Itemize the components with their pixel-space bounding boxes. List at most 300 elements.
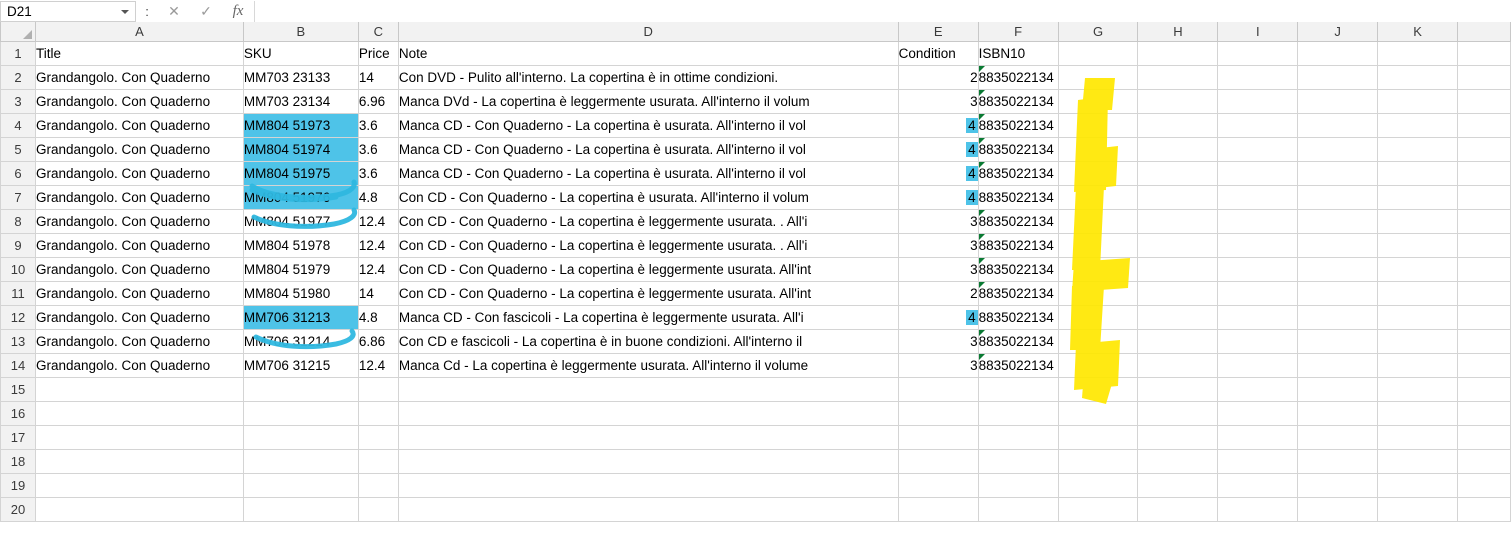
cell-f15[interactable] bbox=[978, 377, 1058, 401]
worksheet-grid[interactable] bbox=[0, 22, 1511, 541]
column-header-g[interactable]: G bbox=[1058, 22, 1138, 41]
cell-f3-text: 8835022134 bbox=[978, 93, 1054, 109]
cell-a3[interactable]: Grandangolo. Con Quaderno bbox=[35, 89, 243, 113]
cell-c18[interactable] bbox=[358, 449, 398, 473]
cell-j8[interactable] bbox=[1298, 209, 1378, 233]
table-row bbox=[1, 401, 1511, 425]
cell-b8[interactable]: MM804 51977 bbox=[243, 209, 358, 233]
column-header-h[interactable]: H bbox=[1138, 22, 1218, 41]
cell-f11[interactable] bbox=[978, 281, 1058, 305]
cell-b3[interactable]: MM703 23134 bbox=[243, 89, 358, 113]
cell-e1[interactable]: Condition bbox=[898, 41, 978, 65]
cell-f13-text: 8835022134 bbox=[978, 333, 1054, 349]
cell-f10-text: 8835022134 bbox=[978, 261, 1054, 277]
cell-e2[interactable]: 2 bbox=[898, 65, 978, 89]
cell-g13[interactable] bbox=[1058, 329, 1138, 353]
table-row bbox=[1, 137, 1511, 161]
column-header-a[interactable]: A bbox=[35, 22, 243, 41]
cell-j15[interactable] bbox=[1298, 377, 1378, 401]
cell-e14[interactable]: 3 bbox=[898, 353, 978, 377]
row-header-16[interactable]: 16 bbox=[1, 401, 36, 425]
cell-a6[interactable]: Grandangolo. Con Quaderno bbox=[35, 161, 243, 185]
cell-c19[interactable] bbox=[358, 473, 398, 497]
cell-i20[interactable] bbox=[1218, 497, 1298, 521]
cell-a18[interactable] bbox=[35, 449, 243, 473]
cell-k20[interactable] bbox=[1378, 497, 1458, 521]
column-header-c[interactable]: C bbox=[358, 22, 398, 41]
cell-d14[interactable]: Manca Cd - La copertina è leggermente usurata. All'interno il volume bbox=[398, 353, 898, 377]
cell-j19[interactable] bbox=[1298, 473, 1378, 497]
cell-e6[interactable] bbox=[898, 161, 978, 185]
comment-marker-icon bbox=[979, 258, 985, 264]
cell-i2[interactable] bbox=[1218, 65, 1298, 89]
cell-d1[interactable]: Note bbox=[398, 41, 898, 65]
cell-overflow-5 bbox=[1457, 137, 1510, 161]
cell-h19[interactable] bbox=[1138, 473, 1218, 497]
table-row bbox=[1, 209, 1511, 233]
cell-i19[interactable] bbox=[1218, 473, 1298, 497]
cell-c13[interactable]: 6.86 bbox=[358, 329, 398, 353]
cell-a11[interactable]: Grandangolo. Con Quaderno bbox=[35, 281, 243, 305]
cell-k17[interactable] bbox=[1378, 425, 1458, 449]
cell-a7[interactable]: Grandangolo. Con Quaderno bbox=[35, 185, 243, 209]
cell-d11[interactable]: Con CD - Con Quaderno - La copertina è leggermente usurata. All'int bbox=[398, 281, 898, 305]
row-header-11[interactable]: 11 bbox=[1, 281, 36, 305]
cell-overflow-10 bbox=[1457, 257, 1510, 281]
cell-f9[interactable] bbox=[978, 233, 1058, 257]
cell-h15[interactable] bbox=[1138, 377, 1218, 401]
cell-i16[interactable] bbox=[1218, 401, 1298, 425]
row-header-7[interactable]: 7 bbox=[1, 185, 36, 209]
column-header-i[interactable]: I bbox=[1218, 22, 1298, 41]
cell-h4[interactable] bbox=[1138, 113, 1218, 137]
table-row bbox=[1, 65, 1511, 89]
cell-k11[interactable] bbox=[1378, 281, 1458, 305]
cell-e13[interactable]: 3 bbox=[898, 329, 978, 353]
cell-d5[interactable]: Manca CD - Con Quaderno - La copertina è usurata. All'interno il vol bbox=[398, 137, 898, 161]
comment-marker-icon bbox=[979, 114, 985, 120]
cell-overflow-15 bbox=[1457, 377, 1510, 401]
row-header-1[interactable]: 1 bbox=[1, 41, 36, 65]
cell-c9[interactable]: 12.4 bbox=[358, 233, 398, 257]
cell-h1[interactable] bbox=[1138, 41, 1218, 65]
cell-h9[interactable] bbox=[1138, 233, 1218, 257]
cell-e18[interactable] bbox=[898, 449, 978, 473]
cell-g1[interactable] bbox=[1058, 41, 1138, 65]
cell-h12[interactable] bbox=[1138, 305, 1218, 329]
cell-i11[interactable] bbox=[1218, 281, 1298, 305]
row-header-18[interactable]: 18 bbox=[1, 449, 36, 473]
cell-a15[interactable] bbox=[35, 377, 243, 401]
cell-c7[interactable]: 4.8 bbox=[358, 185, 398, 209]
cell-f17[interactable] bbox=[978, 425, 1058, 449]
comment-marker-icon bbox=[979, 138, 985, 144]
cell-d3[interactable]: Manca DVd - La copertina è leggermente usurata. All'interno il volum bbox=[398, 89, 898, 113]
cell-i7[interactable] bbox=[1218, 185, 1298, 209]
cell-b9[interactable]: MM804 51978 bbox=[243, 233, 358, 257]
cell-k15[interactable] bbox=[1378, 377, 1458, 401]
column-header-overflow bbox=[1457, 22, 1510, 41]
cell-f16[interactable] bbox=[978, 401, 1058, 425]
cell-g5[interactable] bbox=[1058, 137, 1138, 161]
cell-e19[interactable] bbox=[898, 473, 978, 497]
cell-k16[interactable] bbox=[1378, 401, 1458, 425]
cell-i10[interactable] bbox=[1218, 257, 1298, 281]
cell-c8[interactable]: 12.4 bbox=[358, 209, 398, 233]
cell-i3[interactable] bbox=[1218, 89, 1298, 113]
cell-k10[interactable] bbox=[1378, 257, 1458, 281]
select-all-triangle-icon bbox=[23, 30, 32, 39]
comment-marker-icon bbox=[979, 330, 985, 336]
cell-e11[interactable]: 2 bbox=[898, 281, 978, 305]
cell-f6[interactable] bbox=[978, 161, 1058, 185]
row-header-2[interactable]: 2 bbox=[1, 65, 36, 89]
cell-g3[interactable] bbox=[1058, 89, 1138, 113]
table-row bbox=[1, 41, 1511, 65]
cell-h6[interactable] bbox=[1138, 161, 1218, 185]
cell-f1[interactable]: ISBN10 bbox=[978, 41, 1058, 65]
cell-g2[interactable] bbox=[1058, 65, 1138, 89]
cell-b4[interactable]: MM804 51973 bbox=[243, 113, 358, 137]
cell-d16[interactable] bbox=[398, 401, 898, 425]
condition-highlight: 4 bbox=[968, 117, 976, 133]
row-header-3[interactable]: 3 bbox=[1, 89, 36, 113]
cell-k2[interactable] bbox=[1378, 65, 1458, 89]
cell-k12[interactable] bbox=[1378, 305, 1458, 329]
row-header-5[interactable]: 5 bbox=[1, 137, 36, 161]
cell-d17[interactable] bbox=[398, 425, 898, 449]
cell-f9-text: 8835022134 bbox=[978, 237, 1054, 253]
cell-d10[interactable]: Con CD - Con Quaderno - La copertina è leggermente usurata. All'int bbox=[398, 257, 898, 281]
cell-j7[interactable] bbox=[1298, 185, 1378, 209]
cell-j9[interactable] bbox=[1298, 233, 1378, 257]
cell-i17[interactable] bbox=[1218, 425, 1298, 449]
cell-j20[interactable] bbox=[1298, 497, 1378, 521]
cell-g11[interactable] bbox=[1058, 281, 1138, 305]
cell-b11[interactable]: MM804 51980 bbox=[243, 281, 358, 305]
comment-marker-icon bbox=[979, 210, 985, 216]
cell-d20[interactable] bbox=[398, 497, 898, 521]
cell-f13[interactable] bbox=[978, 329, 1058, 353]
row-header-8[interactable]: 8 bbox=[1, 209, 36, 233]
cell-k5[interactable] bbox=[1378, 137, 1458, 161]
cell-d12[interactable]: Manca CD - Con fascicoli - La copertina è leggermente usurata. All'i bbox=[398, 305, 898, 329]
cell-c5[interactable]: 3.6 bbox=[358, 137, 398, 161]
cell-e4[interactable] bbox=[898, 113, 978, 137]
cell-c17[interactable] bbox=[358, 425, 398, 449]
condition-highlight: 4 bbox=[968, 141, 976, 157]
name-box[interactable] bbox=[0, 1, 136, 22]
cell-h17[interactable] bbox=[1138, 425, 1218, 449]
cell-d8[interactable]: Con CD - Con Quaderno - La copertina è leggermente usurata. . All'i bbox=[398, 209, 898, 233]
cell-a10[interactable]: Grandangolo. Con Quaderno bbox=[35, 257, 243, 281]
cell-b14[interactable]: MM706 31215 bbox=[243, 353, 358, 377]
cell-k1[interactable] bbox=[1378, 41, 1458, 65]
cell-g20[interactable] bbox=[1058, 497, 1138, 521]
cell-g12[interactable] bbox=[1058, 305, 1138, 329]
cell-g15[interactable] bbox=[1058, 377, 1138, 401]
cell-overflow-9 bbox=[1457, 233, 1510, 257]
cell-b6[interactable]: MM804 51975 bbox=[243, 161, 358, 185]
table-row bbox=[1, 449, 1511, 473]
cell-h18[interactable] bbox=[1138, 449, 1218, 473]
cell-d2[interactable]: Con DVD - Pulito all'interno. La copertina è in ottime condizioni. bbox=[398, 65, 898, 89]
cell-h20[interactable] bbox=[1138, 497, 1218, 521]
cell-overflow-3 bbox=[1457, 89, 1510, 113]
cell-a12[interactable]: Grandangolo. Con Quaderno bbox=[35, 305, 243, 329]
cell-b5[interactable]: MM804 51974 bbox=[243, 137, 358, 161]
row-header-14[interactable]: 14 bbox=[1, 353, 36, 377]
cell-g18[interactable] bbox=[1058, 449, 1138, 473]
cell-f8[interactable] bbox=[978, 209, 1058, 233]
cell-i1[interactable] bbox=[1218, 41, 1298, 65]
cell-overflow-20 bbox=[1457, 497, 1510, 521]
cell-g17[interactable] bbox=[1058, 425, 1138, 449]
cell-j11[interactable] bbox=[1298, 281, 1378, 305]
cell-e3[interactable]: 3 bbox=[898, 89, 978, 113]
cell-h8[interactable] bbox=[1138, 209, 1218, 233]
cell-b12[interactable]: MM706 31213 bbox=[243, 305, 358, 329]
cell-b2[interactable]: MM703 23133 bbox=[243, 65, 358, 89]
cell-f5[interactable] bbox=[978, 137, 1058, 161]
cell-g10[interactable] bbox=[1058, 257, 1138, 281]
cell-i8[interactable] bbox=[1218, 209, 1298, 233]
formula-input[interactable] bbox=[254, 1, 1511, 22]
row-header-6[interactable]: 6 bbox=[1, 161, 36, 185]
row-header-20[interactable]: 20 bbox=[1, 497, 36, 521]
cell-j5[interactable] bbox=[1298, 137, 1378, 161]
cell-k6[interactable] bbox=[1378, 161, 1458, 185]
cell-h16[interactable] bbox=[1138, 401, 1218, 425]
cell-h3[interactable] bbox=[1138, 89, 1218, 113]
cell-k3[interactable] bbox=[1378, 89, 1458, 113]
cell-a19[interactable] bbox=[35, 473, 243, 497]
row-header-10[interactable]: 10 bbox=[1, 257, 36, 281]
cell-c20[interactable] bbox=[358, 497, 398, 521]
cell-b18[interactable] bbox=[243, 449, 358, 473]
cell-i18[interactable] bbox=[1218, 449, 1298, 473]
cell-b1[interactable]: SKU bbox=[243, 41, 358, 65]
column-header-d[interactable]: D bbox=[398, 22, 898, 41]
table-row bbox=[1, 425, 1511, 449]
select-all-button[interactable] bbox=[1, 22, 36, 41]
cell-a8[interactable]: Grandangolo. Con Quaderno bbox=[35, 209, 243, 233]
cell-g8[interactable] bbox=[1058, 209, 1138, 233]
cell-a5[interactable]: Grandangolo. Con Quaderno bbox=[35, 137, 243, 161]
cell-d15[interactable] bbox=[398, 377, 898, 401]
cell-g4[interactable] bbox=[1058, 113, 1138, 137]
cell-f2[interactable] bbox=[978, 65, 1058, 89]
cell-d7[interactable]: Con CD - Con Quaderno - La copertina è usurata. All'interno il volum bbox=[398, 185, 898, 209]
cell-b13[interactable]: MM706 31214 bbox=[243, 329, 358, 353]
condition-highlight: 4 bbox=[968, 165, 976, 181]
cell-d18[interactable] bbox=[398, 449, 898, 473]
table-row bbox=[1, 305, 1511, 329]
cell-f4[interactable] bbox=[978, 113, 1058, 137]
column-header-j[interactable]: J bbox=[1298, 22, 1378, 41]
cell-overflow-2 bbox=[1457, 65, 1510, 89]
cell-h13[interactable] bbox=[1138, 329, 1218, 353]
column-header-k[interactable]: K bbox=[1378, 22, 1458, 41]
row-header-9[interactable]: 9 bbox=[1, 233, 36, 257]
cancel-icon[interactable]: ✕ bbox=[168, 2, 180, 19]
cell-e7[interactable] bbox=[898, 185, 978, 209]
cell-k9[interactable] bbox=[1378, 233, 1458, 257]
cell-f14[interactable] bbox=[978, 353, 1058, 377]
table-row bbox=[1, 377, 1511, 401]
cell-f20[interactable] bbox=[978, 497, 1058, 521]
cell-k13[interactable] bbox=[1378, 329, 1458, 353]
cell-g7[interactable] bbox=[1058, 185, 1138, 209]
cell-f10[interactable] bbox=[978, 257, 1058, 281]
table-row bbox=[1, 281, 1511, 305]
cell-h11[interactable] bbox=[1138, 281, 1218, 305]
cell-h2[interactable] bbox=[1138, 65, 1218, 89]
cell-f19[interactable] bbox=[978, 473, 1058, 497]
cell-g6[interactable] bbox=[1058, 161, 1138, 185]
cell-k4[interactable] bbox=[1378, 113, 1458, 137]
cell-k14[interactable] bbox=[1378, 353, 1458, 377]
name-box-value: D21 bbox=[7, 3, 32, 19]
cell-e16[interactable] bbox=[898, 401, 978, 425]
comment-marker-icon bbox=[979, 282, 985, 288]
cell-i14[interactable] bbox=[1218, 353, 1298, 377]
cell-b7[interactable]: MM804 51976 bbox=[243, 185, 358, 209]
cell-g14[interactable] bbox=[1058, 353, 1138, 377]
cell-j3[interactable] bbox=[1298, 89, 1378, 113]
cell-d4[interactable]: Manca CD - Con Quaderno - La copertina è usurata. All'interno il vol bbox=[398, 113, 898, 137]
cell-j12[interactable] bbox=[1298, 305, 1378, 329]
cell-b17[interactable] bbox=[243, 425, 358, 449]
cell-h5[interactable] bbox=[1138, 137, 1218, 161]
cell-a13[interactable]: Grandangolo. Con Quaderno bbox=[35, 329, 243, 353]
cell-k7[interactable] bbox=[1378, 185, 1458, 209]
chevron-down-icon[interactable] bbox=[121, 10, 129, 14]
cell-f18[interactable] bbox=[978, 449, 1058, 473]
row-header-19[interactable]: 19 bbox=[1, 473, 36, 497]
cell-i5[interactable] bbox=[1218, 137, 1298, 161]
cell-b10[interactable]: MM804 51979 bbox=[243, 257, 358, 281]
cell-e8[interactable]: 3 bbox=[898, 209, 978, 233]
cell-f7[interactable] bbox=[978, 185, 1058, 209]
cell-f12[interactable] bbox=[978, 305, 1058, 329]
cell-i12[interactable] bbox=[1218, 305, 1298, 329]
cell-a20[interactable] bbox=[35, 497, 243, 521]
cell-c4[interactable]: 3.6 bbox=[358, 113, 398, 137]
cell-a16[interactable] bbox=[35, 401, 243, 425]
cell-k8[interactable] bbox=[1378, 209, 1458, 233]
cell-c14[interactable]: 12.4 bbox=[358, 353, 398, 377]
cell-a14[interactable]: Grandangolo. Con Quaderno bbox=[35, 353, 243, 377]
cell-g16[interactable] bbox=[1058, 401, 1138, 425]
cell-d19[interactable] bbox=[398, 473, 898, 497]
cell-a4[interactable]: Grandangolo. Con Quaderno bbox=[35, 113, 243, 137]
table-row bbox=[1, 353, 1511, 377]
cell-j1[interactable] bbox=[1298, 41, 1378, 65]
cell-k19[interactable] bbox=[1378, 473, 1458, 497]
cell-a17[interactable] bbox=[35, 425, 243, 449]
cell-c16[interactable] bbox=[358, 401, 398, 425]
cell-c2[interactable]: 14 bbox=[358, 65, 398, 89]
column-header-f[interactable]: F bbox=[978, 22, 1058, 41]
cell-h14[interactable] bbox=[1138, 353, 1218, 377]
cell-g19[interactable] bbox=[1058, 473, 1138, 497]
cell-j2[interactable] bbox=[1298, 65, 1378, 89]
cell-j18[interactable] bbox=[1298, 449, 1378, 473]
cell-i15[interactable] bbox=[1218, 377, 1298, 401]
cell-k18[interactable] bbox=[1378, 449, 1458, 473]
cell-e17[interactable] bbox=[898, 425, 978, 449]
table-row bbox=[1, 113, 1511, 137]
cell-e20[interactable] bbox=[898, 497, 978, 521]
row-header-13[interactable]: 13 bbox=[1, 329, 36, 353]
cell-j17[interactable] bbox=[1298, 425, 1378, 449]
cell-i13[interactable] bbox=[1218, 329, 1298, 353]
cell-j10[interactable] bbox=[1298, 257, 1378, 281]
cell-a9[interactable]: Grandangolo. Con Quaderno bbox=[35, 233, 243, 257]
cell-b20[interactable] bbox=[243, 497, 358, 521]
cell-c11[interactable]: 14 bbox=[358, 281, 398, 305]
cell-c6[interactable]: 3.6 bbox=[358, 161, 398, 185]
cell-i6[interactable] bbox=[1218, 161, 1298, 185]
column-header-e[interactable]: E bbox=[898, 22, 978, 41]
cell-h7[interactable] bbox=[1138, 185, 1218, 209]
cell-c1[interactable]: Price bbox=[358, 41, 398, 65]
comment-marker-icon bbox=[979, 234, 985, 240]
cell-j4[interactable] bbox=[1298, 113, 1378, 137]
confirm-icon[interactable]: ✓ bbox=[200, 2, 212, 19]
formula-bar-separator: : bbox=[145, 3, 149, 19]
cell-e15[interactable] bbox=[898, 377, 978, 401]
cell-j16[interactable] bbox=[1298, 401, 1378, 425]
cell-e5[interactable] bbox=[898, 137, 978, 161]
cell-b16[interactable] bbox=[243, 401, 358, 425]
cell-j13[interactable] bbox=[1298, 329, 1378, 353]
row-header-15[interactable]: 15 bbox=[1, 377, 36, 401]
cell-j14[interactable] bbox=[1298, 353, 1378, 377]
cell-c10[interactable]: 12.4 bbox=[358, 257, 398, 281]
cell-overflow-11 bbox=[1457, 281, 1510, 305]
cell-g9[interactable] bbox=[1058, 233, 1138, 257]
row-header-17[interactable]: 17 bbox=[1, 425, 36, 449]
cell-c15[interactable] bbox=[358, 377, 398, 401]
cell-f5-text: 8835022134 bbox=[978, 141, 1054, 157]
insert-function-icon[interactable]: fx bbox=[232, 2, 244, 19]
cell-c12[interactable]: 4.8 bbox=[358, 305, 398, 329]
cell-e10[interactable]: 3 bbox=[898, 257, 978, 281]
cell-d9[interactable]: Con CD - Con Quaderno - La copertina è leggermente usurata. . All'i bbox=[398, 233, 898, 257]
cell-overflow-1 bbox=[1457, 41, 1510, 65]
cell-i9[interactable] bbox=[1218, 233, 1298, 257]
cell-i4[interactable] bbox=[1218, 113, 1298, 137]
cell-j6[interactable] bbox=[1298, 161, 1378, 185]
cell-c3[interactable]: 6.96 bbox=[358, 89, 398, 113]
cell-e12[interactable] bbox=[898, 305, 978, 329]
row-header-12[interactable]: 12 bbox=[1, 305, 36, 329]
cell-a2[interactable]: Grandangolo. Con Quaderno bbox=[35, 65, 243, 89]
table-row bbox=[1, 89, 1511, 113]
cell-a1[interactable]: Title bbox=[35, 41, 243, 65]
column-header-b[interactable]: B bbox=[243, 22, 358, 41]
cell-h10[interactable] bbox=[1138, 257, 1218, 281]
cell-e9[interactable]: 3 bbox=[898, 233, 978, 257]
cell-d13[interactable]: Con CD e fascicoli - La copertina è in buone condizioni. All'interno il bbox=[398, 329, 898, 353]
cell-d6[interactable]: Manca CD - Con Quaderno - La copertina è usurata. All'interno il vol bbox=[398, 161, 898, 185]
cell-f3[interactable] bbox=[978, 89, 1058, 113]
cell-b15[interactable] bbox=[243, 377, 358, 401]
cell-b19[interactable] bbox=[243, 473, 358, 497]
row-header-4[interactable]: 4 bbox=[1, 113, 36, 137]
